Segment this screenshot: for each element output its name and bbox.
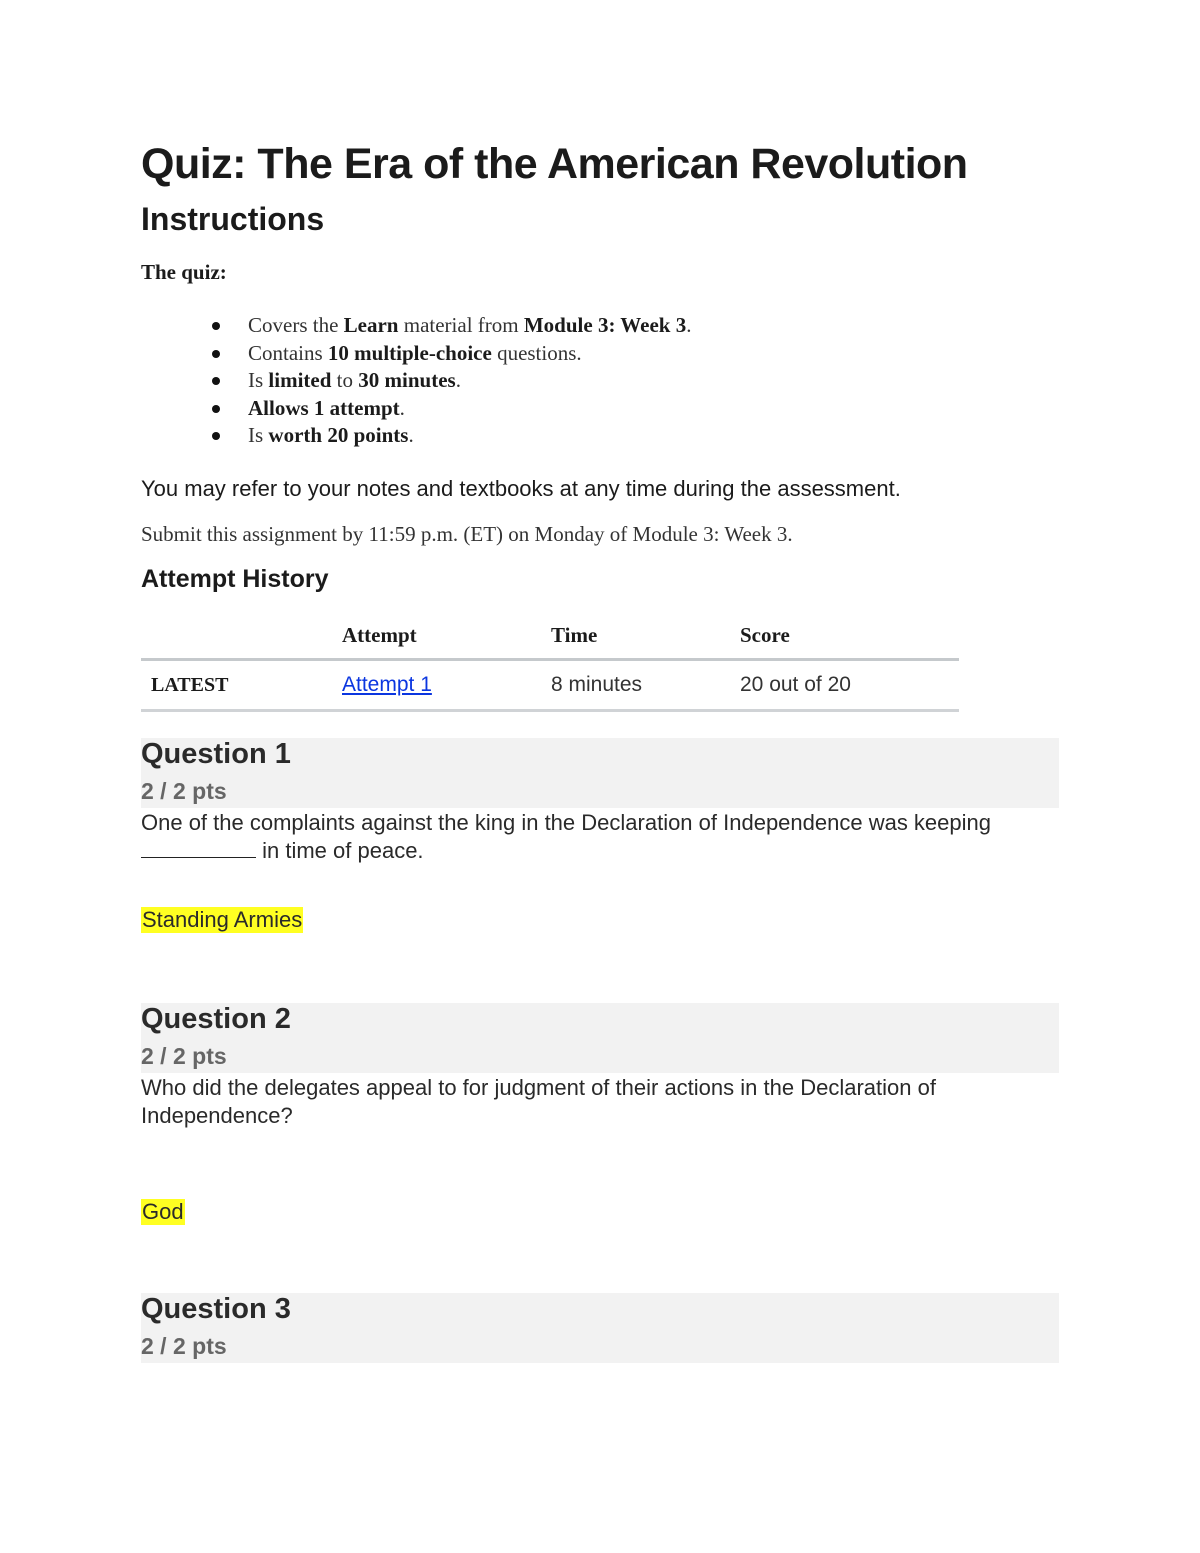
question-2-header (141, 1003, 1059, 1073)
submit-deadline-text: Submit this assignment by 11:59 p.m. (ET) on Monday of Module 3: Week 3. (141, 522, 793, 546)
bullet-text: Covers the (248, 313, 344, 337)
question-1-text (141, 809, 1056, 865)
bullet-text: Is (248, 423, 269, 447)
column-header-score: Score (740, 612, 959, 660)
question-title: Question 1 (141, 738, 291, 770)
attempt-cell (342, 660, 551, 711)
list-item (141, 367, 691, 395)
bullet-text: Is (248, 368, 269, 392)
list-item (141, 422, 691, 450)
instructions-heading: Instructions (141, 201, 325, 237)
question-points: 2 / 2 pts (141, 778, 227, 804)
bullet-icon (212, 405, 220, 413)
attempt-history-table (141, 612, 959, 712)
bullet-text: questions. (491, 340, 582, 365)
question-2-text: Who did the delegates appeal to for judgment of their actions in the Declaration of Independence? (141, 1075, 936, 1128)
bullet-text: . (455, 368, 461, 392)
column-header-attempt: Attempt (342, 612, 551, 660)
bullet-bold: worth 20 points (268, 423, 409, 447)
attempt-history-heading: Attempt History (141, 565, 329, 593)
bullet-icon (212, 377, 220, 385)
list-item (141, 395, 691, 423)
question-title: Question 3 (141, 1293, 291, 1325)
question-text: in time of peace. (256, 838, 424, 863)
bullet-bold: Module 3: Week 3 (523, 313, 687, 337)
bullet-text: material from (398, 313, 524, 337)
answer-blank (141, 837, 256, 858)
score-cell: 20 out of 20 (740, 660, 959, 711)
bullet-bold: 10 multiple-choice (327, 340, 492, 365)
bullet-text: to (331, 368, 359, 392)
bullet-text: . (399, 395, 405, 420)
page-title: Quiz: The Era of the American Revolution (141, 140, 968, 188)
list-item (141, 340, 691, 368)
question-points: 2 / 2 pts (141, 1333, 227, 1359)
bullet-icon (212, 350, 220, 358)
bullet-icon (212, 432, 220, 440)
question-title: Question 2 (141, 1003, 291, 1035)
bullet-bold: 30 minutes (358, 368, 456, 392)
bullet-bold: limited (268, 368, 332, 392)
bullet-text: Contains (248, 340, 328, 365)
latest-label: LATEST (141, 660, 342, 711)
question-1-header (141, 738, 1059, 808)
notes-text: You may refer to your notes and textbooks at any time during the assessment. (141, 476, 901, 501)
quiz-intro: The quiz: (141, 260, 227, 284)
table-header-row (141, 612, 959, 660)
column-header-time: Time (551, 612, 740, 660)
bullet-bold: Allows 1 attempt (248, 395, 400, 420)
question-text: One of the complaints against the king in the Declaration of Independence was keeping (141, 810, 991, 835)
time-cell: 8 minutes (551, 660, 740, 711)
bullet-bold: Learn (343, 313, 399, 337)
question-3-header (141, 1293, 1059, 1363)
question-points: 2 / 2 pts (141, 1043, 227, 1069)
bullet-icon (212, 322, 220, 330)
list-item (141, 312, 691, 340)
quiz-details-list (141, 312, 691, 450)
question-2-answer: God (142, 1199, 184, 1224)
table-row (141, 660, 959, 711)
column-header (141, 612, 342, 660)
question-1-answer: Standing Armies (142, 907, 303, 932)
bullet-text: . (408, 423, 414, 447)
attempt-link[interactable]: Attempt 1 (342, 673, 432, 696)
bullet-text: . (686, 313, 692, 337)
